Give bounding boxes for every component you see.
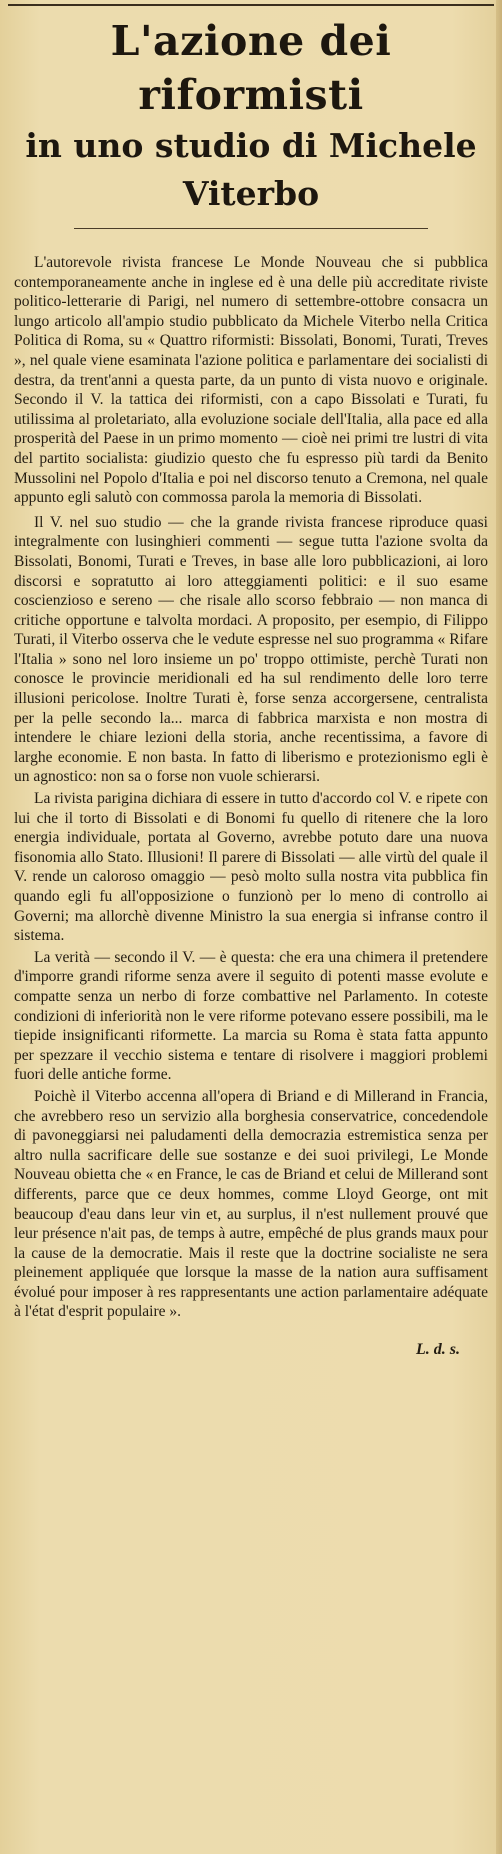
paper-edge: [496, 0, 502, 1854]
headline-divider: [74, 228, 428, 229]
article-body: [14, 253, 488, 1360]
headline: [14, 0, 488, 218]
article-paragraph: Il V. nel suo studio — che la grande rivista francese riproduce quasi integralmente con lusinghieri commenti — segue tutta l'azione svolta da Bissolati, Bonomi, Turati e Treves, in base alle loro pubblicazioni, ai loro discorsi e sopratutto ai loro atteggiamenti politici: e il suo esame coscienzioso e sereno — che risale allo scorso febbraio — non manca di critiche opportune e talvolta mordaci. A proposito, per esempio, di Filippo Turati, il Viterbo osserva che le vedute espresse nel suo programma « Rifare l'Italia » sono nel loro insieme un po' troppo ottimiste, perchè Turati non conosce le provincie meridionali ed ha sul rendimento delle loro terre illusioni pericolose. Inoltre Turati è, forse senza accorgersene, centralista per la pelle secondo la... marca di fabbrica marxista e non mostra di intendere le chiare lezioni della storia, anche recentissima, a favore di larghe economie. E non basta. In fatto di liberismo e protezionismo egli è un agnostico: non sa o forse non vuole schierarsi.: [14, 513, 488, 786]
headline-subtitle: in uno studio di Michele Viterbo: [25, 126, 477, 213]
article-paragraph: L'autorevole rivista francese Le Monde Nouveau che si pubblica contemporaneamente anche in inglese ed è una delle più accreditate riviste politico-letterarie di Parigi, nel numero di settembre-ottobre consacra un lungo articolo all'ampio studio pubblicato da Michele Viterbo nella Critica Politica di Roma, su « Quattro riformisti: Bissolati, Bonomi, Turati, Treves », nel quale viene esaminata l'azione politica e parlamentare dei socialisti di destra, da trent'anni a questa parte, da un punto di vista nuovo e originale. Secondo il V. la tattica dei riformisti, con a capo Bissolati e Turati, fu utilissima al proletariato, alla evoluzione sociale dell'Italia, alla pace ed alla prosperità del Paese in un primo momento — cioè nei primi tre lustri di vita del partito socialista: giudizio questo che fu espresso più tardi da Benito Mussolini nel Popolo d'Italia e poi nel discorso tenuto a Cremona, nel quale appunto egli salutò con commossa parola la memoria di Bissolati.: [14, 254, 488, 507]
article-paragraph: La rivista parigina dichiara di essere in tutto d'accordo col V. e ripete con lui che il torto di Bissolati e di Bonomi fu quello di ritenere che la loro energia individuale, portata al Governo, avrebbe potuto dare una nuova fisonomia allo Stato. Illusioni! Il parere di Bissolati — alle virtù del quale il V. rende un caloroso omaggio — pesò molto sulla nostra vita pubblica fin quando egli fu all'opposizione o funzionò per lo meno di controllo ai Governi; ma allorchè divenne Ministro la sua energia si infranse contro il sistema.: [14, 790, 488, 945]
headline-title: L'azione dei riformisti: [110, 17, 392, 119]
top-rule: [8, 4, 494, 6]
article-paragraph: La verità — secondo il V. — è questa: che era una chimera il pretendere d'imporre grandi riforme senza avere il seguito di potenti masse evolute e compatte senza un nerbo di forze combattive nel Parlamento. In coteste condizioni di inferiorità non le vere riforme potevano essere possibili, ma le tiepide insignificanti riformette. La marcia su Roma è stata fatta appunto per spezzare il vecchio sistema e tentare di risolvere i maggiori problemi fuori delle antiche forme.: [14, 948, 488, 1084]
author-signature: L. d. s.: [416, 1341, 460, 1359]
article-paragraph: Poichè il Viterbo accenna all'opera di Briand e di Millerand in Francia, che avrebbero reso un servizio alla borghesia conservatrice, concedendole di pavoneggiarsi nei paludamenti della democrazia estremistica senza per altro nulla sacrificare delle sue sostanze e dei suoi privilegi, Le Monde Nouveau obietta che « en France, le cas de Briand et celui de Millerand sont differents, parce que ce deux hommes, comme Lloyd George, ont mit beaucoup d'eau dans leur vin et, au surplus, il n'est nullement prouvé que leur présence n'ait pas, de temps à autre, empêché de plus grands maux pour la cause de la democratie. Mais il reste que la doctrine socialiste ne sera pleinement appliquée que lorsque la masse de la nation aura suffisament évolué pour imposer à res rappresentants une action parlamentaire adéquate à l'état d'esprit populaire ».: [14, 1087, 488, 1321]
